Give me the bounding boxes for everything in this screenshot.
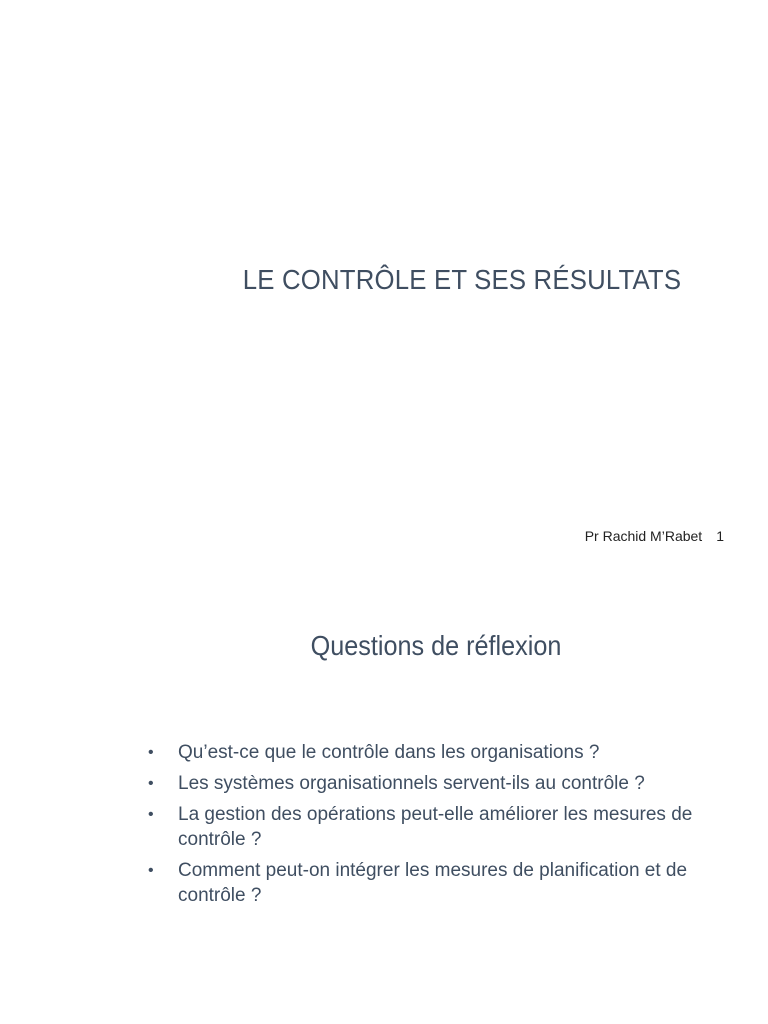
bullet-text: Comment peut-on intégrer les mesures de planification et de contrôle ? — [178, 860, 688, 906]
bullet-item — [146, 802, 736, 852]
slide-title: LE CONTRÔLE ET SES RÉSULTATS — [242, 264, 682, 295]
page-number: 1 — [716, 528, 724, 544]
footer-author: Pr Rachid M’Rabet — [584, 528, 703, 544]
bullet-text: Qu’est-ce que le contrôle dans les organisations ? — [178, 742, 600, 763]
bullet-item — [146, 740, 736, 765]
bullet-icon: • — [148, 744, 154, 761]
bullet-text: Les systèmes organisationnels servent-ils au contrôle ? — [178, 773, 645, 794]
bullet-icon: • — [148, 775, 154, 792]
bullet-icon: • — [148, 806, 154, 823]
slide-title: Questions de réflexion — [310, 630, 562, 661]
bullet-item — [146, 858, 736, 908]
slide-footer — [585, 528, 724, 544]
slide-2 — [0, 580, 768, 1024]
bullet-item — [146, 771, 736, 796]
bullet-icon: • — [148, 862, 154, 879]
bullet-text: La gestion des opérations peut-elle améliorer les mesures de contrôle ? — [178, 804, 693, 850]
bullet-list — [146, 740, 736, 914]
